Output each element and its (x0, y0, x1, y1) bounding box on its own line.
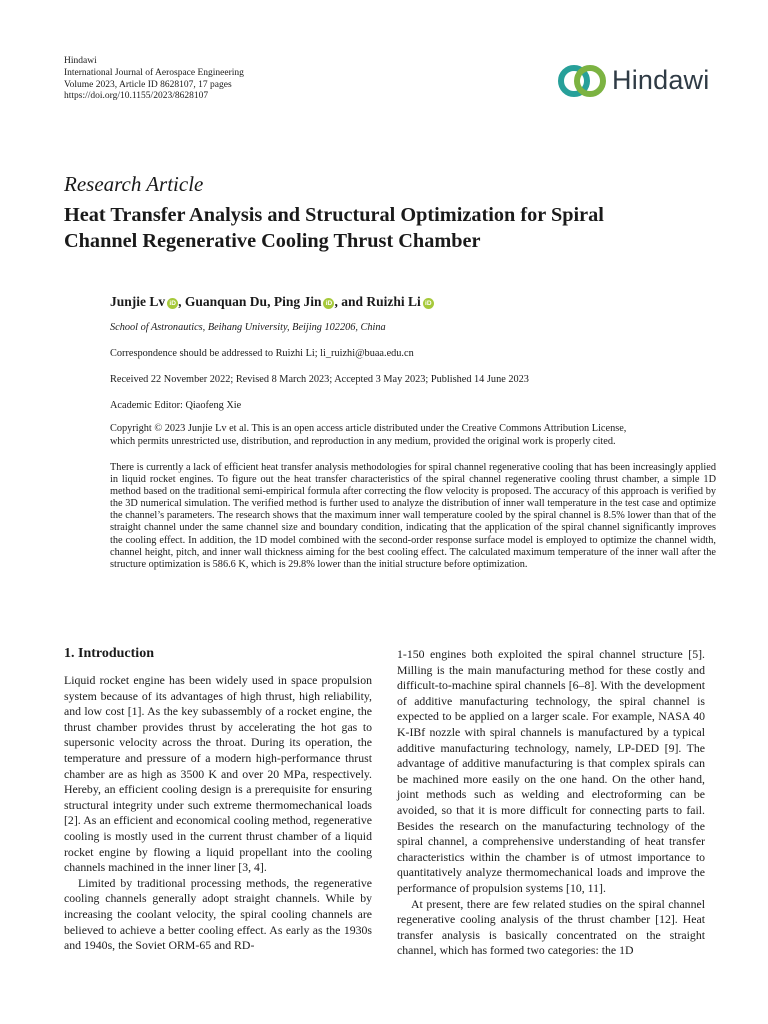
hindawi-logo (556, 60, 716, 102)
author-name[interactable]: Junjie Lv (110, 294, 166, 309)
orcid-icon[interactable]: iD (167, 298, 178, 309)
orcid-icon[interactable]: iD (423, 298, 434, 309)
hindawi-logo-icon (556, 63, 610, 99)
journal-name: International Journal of Aerospace Engineering (64, 67, 244, 78)
author-list (110, 294, 434, 310)
correspondence: Correspondence should be addressed to Ruizhi Li; li_ruizhi@buaa.edu.cn (110, 348, 414, 359)
affiliation: School of Astronautics, Beihang University, Beijing 102206, China (110, 322, 386, 333)
copyright-line: Copyright © 2023 Junjie Lv et al. This is an open access article distributed under the Creative Commons Attribution License, (110, 423, 627, 434)
publication-dates: Received 22 November 2022; Revised 8 March 2023; Accepted 3 May 2023; Published 14 June 2023 (110, 374, 529, 385)
orcid-icon[interactable]: iD (323, 298, 334, 309)
publisher-name: Hindawi (64, 56, 97, 66)
volume-line: Volume 2023, Article ID 8628107, 17 pages (64, 79, 232, 90)
academic-editor: Academic Editor: Qiaofeng Xie (110, 400, 242, 411)
title-line: Heat Transfer Analysis and Structural Optimization for Spiral (64, 204, 604, 226)
article-type: Research Article (64, 172, 204, 196)
paragraph: Liquid rocket engine has been widely used in space propulsion system because of its advantages of high thrust, high reliability, and low cost [1]. As the key subassembly of a rocket engine, the thrust chamber provides thrust by accelerating the hot gas to supersonic velocity across the throat. During its operation, the temperature and pressure of a modern high-performance thrust chamber are as high as 3500 K and over 20 MPa, respectively. Hereby, an efficient cooling design is a prerequisite for ensuring structural integrity under such extreme thermomechanical loads [2]. As an efficient and economical cooling method, regenerative cooling is mostly used in the current thrust chamber of a liquid rocket engine by flowing a liquid propellant into the cooling channels machined in the inner liner [3, 4]. (64, 673, 372, 875)
section-heading: 1. Introduction (64, 646, 154, 661)
author-name[interactable]: Ruizhi Li (366, 294, 421, 309)
logo-text: Hindawi (612, 65, 710, 95)
left-column (64, 673, 372, 954)
doi-link[interactable]: https://doi.org/10.1155/2023/8628107 (64, 91, 209, 102)
article-title (64, 203, 724, 254)
copyright-line: which permits unrestricted use, distribution, and reproduction in any medium, provided the original work is properly cited. (110, 436, 616, 448)
paragraph: At present, there are few related studies on the spiral channel regenerative cooling analysis of the thrust chamber [12]. Heat transfer analysis is basically concentrated on the straight channel, which has formed two categories: the 1D (397, 896, 705, 958)
author-separator: , and (334, 294, 367, 309)
paragraph: Limited by traditional processing methods, the regenerative cooling channels generally adopt straight channels. While by increasing the coolant velocity, the spiral cooling channels are believed to achieve a better cooling effect. As early as the 1930s and 1940s, the Soviet ORM-65 and RD- (64, 875, 372, 953)
author-name[interactable]: Ping Jin (273, 294, 322, 309)
author-separator: , (267, 294, 274, 309)
title-line: Channel Regenerative Cooling Thrust Chamber (64, 229, 481, 252)
author-separator: , (178, 294, 185, 309)
right-column (397, 647, 705, 959)
author-name[interactable]: Guanquan Du (184, 294, 268, 309)
paragraph: 1-150 engines both exploited the spiral channel structure [5]. Milling is the main manufacturing method for these costly and difficult-to-machine spiral channels [6–8]. With the development of additive manufacturing technology, the spiral channel is expected to be applied on a larger scale. For example, NASA 40 K-IBf nozzle with spiral channels is manufactured by a typical additive manufacturing technology, namely, LP-DED [9]. The advantage of additive manufacturing is that complex spirals can be machined more easily on the one hand. On the other hand, joint methods such as welding and electroforming can be avoided, so that it is more difficult for connecting parts to fail. Besides the research on the manufacturing technology of the spiral channel, a comprehensive understanding of heat transfer characteristics within the chamber is of utmost importance to quantitatively analyze thermomechanical loads and improve the performance of propulsion systems [10, 11]. (397, 647, 705, 895)
journal-header (64, 56, 244, 103)
copyright-notice (110, 422, 716, 448)
abstract-text: There is currently a lack of efficient heat transfer analysis methodologies for spiral channel regenerative cooling that has been increasingly applied in liquid rocket engines. To figure out the heat transfer characteristics of the spiral channel regenerative cooling thrust chamber, a simple 1D method based on the traditional semi-empirical formula after correcting the flow velocity is proposed. The accuracy of this approach is verified by the 3D numerical simulation. The verified method is further used to analyze the distribution of inner wall temperature in the test case and optimize the channel’s parameters. The research shows that the maximum inner wall temperature cooled by the spiral channel is 8.5% lower than that of the straight channel under the same channel size and boundary condition, indicating that the application of the spiral channel significantly improves the cooling effect. In addition, the 1D model combined with the second-order response surface model is employed to optimize the channel width, channel height, pitch, and inner wall thickness aiming for the best cooling effect. The calculated maximum temperature of the inner wall after the structure optimization is 586.6 K, which is 29.8% lower than the initial structure before optimization. (110, 462, 716, 570)
